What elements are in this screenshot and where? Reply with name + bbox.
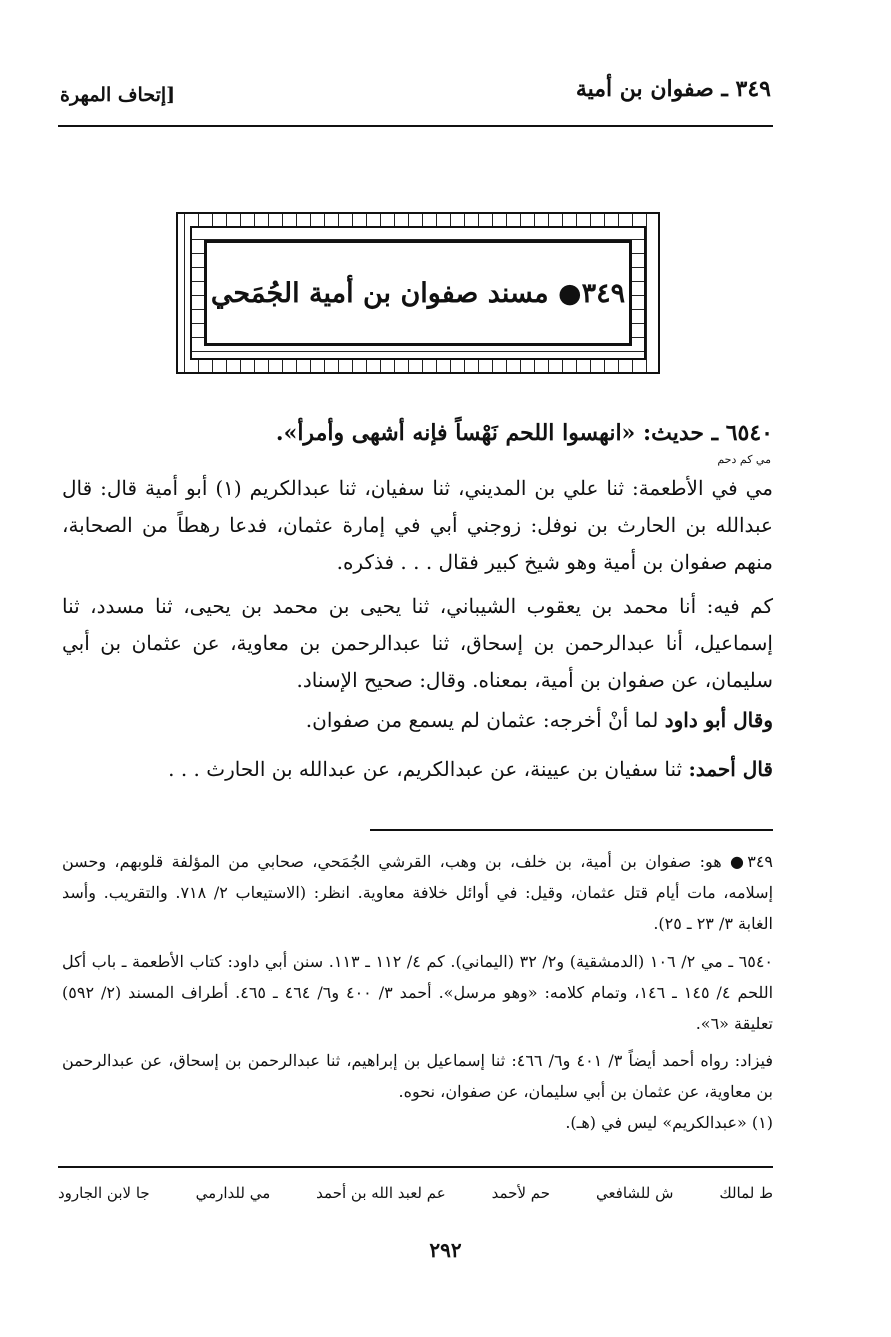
paragraph-abu-dawud — [306, 708, 773, 732]
ornamental-frame — [176, 212, 660, 374]
footnote-sources: ٦٥٤٠ ـ مي ٢/ ١٠٦ (الدمشقية) و٢/ ٣٢ (اليماني). كم ٤/ ١١٢ ـ ١١٣. سنن أبي داود: كتاب الأطعمة ـ باب أكل اللحم ٤/ ١٤٥ ـ ١٤٦، وتمام كلامه: «وهو مرسل». أحمد ٣/ ٤٠٠ و٦/ ٤٦٤ ـ ٤٦٥. أطراف المسند (٢/ ٥٩٢) تعليقة «٦». — [62, 952, 774, 1033]
footnote-manuscript: (١) «عبدالكريم» ليس في (هـ). — [565, 1113, 773, 1132]
footnote-addition: فيزاد: رواه أحمد أيضاً ٣/ ٤٠١ و٦/ ٤٦٦: ثنا إسماعيل بن إبراهيم، ثنا عبدالرحمن بن إسحاق، عن عبدالرحمن بن معاوية، عن عثمان بن أبي سليمان، عن صفوان، نحوه. — [62, 1051, 774, 1101]
paragraph-hakim: كم فيه: أنا محمد بن يعقوب الشيباني، ثنا يحيى بن محمد بن يحيى، ثنا مسدد، ثنا إسماعيل، أنا عبدالرحمن بن إسحاق، ثنا عبدالرحمن بن معاوية، عن عثمان بن أبي سليمان، عن صفوان بن أمية، بمعناه. وقال: صحيح الإسناد. — [62, 594, 773, 692]
footnote-rule — [370, 829, 773, 831]
legend-item: جا لابن الجارود — [58, 1184, 150, 1202]
legend-item: ط لمالك — [719, 1184, 773, 1202]
abu-dawud-label: وقال أبو داود — [664, 708, 773, 732]
abbreviation-legend — [58, 1184, 773, 1202]
page-number: ٢٩٢ — [429, 1238, 462, 1262]
frame-inner — [204, 240, 632, 346]
running-header-book: [إتحاف المهرة — [60, 84, 176, 106]
frame-border — [190, 226, 646, 360]
legend-item: عم لعبد الله بن أحمد — [316, 1184, 446, 1202]
margin-sigla: مي كم دحم — [717, 453, 771, 466]
section-title: ٣٤٩● مسند صفوان بن أمية الجُمَحي — [210, 277, 626, 309]
legend-rule — [58, 1166, 773, 1168]
ahmad-label: قال أحمد: — [688, 757, 773, 781]
header-rule — [58, 125, 773, 127]
legend-item: ش للشافعي — [595, 1184, 674, 1202]
ahmad-text: ثنا سفيان بن عيينة، عن عبدالكريم، عن عبدالله بن الحارث . . . — [168, 757, 689, 781]
legend-item: حم لأحمد — [491, 1184, 551, 1202]
hadith-heading: ٦٥٤٠ ـ حديث: «انهسوا اللحم نَهْساً فإنه أشهى وأمرأ». — [275, 420, 773, 446]
footnote-biography: ٣٤٩● هو: صفوان بن أمية، بن خلف، بن وهب، القرشي الجُمَحي، صحابي من المؤلفة قلوبهم، وحسن إسلامه، مات أيام قتل عثمان، وقيل: في أوائل خلافة معاوية. انظر: (الاستيعاب ٢/ ٧١٨. والتقريب. وأسد الغابة ٣/ ٢٣ ـ ٢٥). — [62, 852, 774, 933]
paragraph-ahmad — [168, 757, 773, 781]
abu-dawud-text: لما أنْ أخرجه: عثمان لم يسمع من صفوان. — [305, 708, 665, 732]
running-header-chapter: ٣٤٩ ـ صفوان بن أمية — [575, 76, 771, 102]
paragraph-darimi: مي في الأطعمة: ثنا علي بن المديني، ثنا سفيان، ثنا عبدالكريم (١) أبو أمية قال: قال عبدالله بن الحارث بن نوفل: زوجني أبي في إمارة عثمان، فدعا رهطاً من الصحابة، منهم صفوان بن أمية وهو شيخ كبير فقال . . . فذكره. — [62, 476, 773, 574]
legend-item: مي للدارمي — [195, 1184, 271, 1202]
